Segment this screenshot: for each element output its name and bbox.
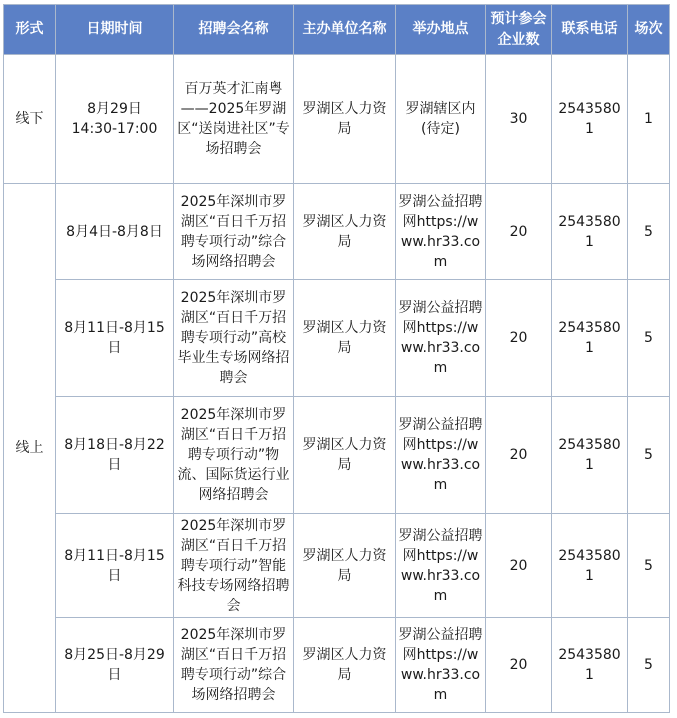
phone-cell: 25435801 <box>552 514 628 618</box>
header-sessions: 场次 <box>628 5 670 55</box>
host-cell: 罗湖区人力资局 <box>294 514 396 618</box>
header-row <box>4 5 670 55</box>
fair-name-cell: 2025年深圳市罗湖区“百日千万招聘专项行动”综合场网络招聘会 <box>174 184 294 280</box>
table-row <box>4 618 670 713</box>
companies-cell: 20 <box>486 184 552 280</box>
host-cell: 罗湖区人力资局 <box>294 618 396 713</box>
host-cell: 罗湖区人力资局 <box>294 397 396 514</box>
header-fair-name: 招聘会名称 <box>174 5 294 55</box>
companies-cell: 20 <box>486 280 552 397</box>
date-cell: 8月18日-8月22日 <box>56 397 174 514</box>
header-form: 形式 <box>4 5 56 55</box>
header-host: 主办单位名称 <box>294 5 396 55</box>
header-venue: 举办地点 <box>396 5 486 55</box>
table-row <box>4 55 670 184</box>
date-cell: 8月11日-8月15日 <box>56 514 174 618</box>
sessions-cell: 1 <box>628 55 670 184</box>
fair-name-cell: 2025年深圳市罗湖区“百日千万招聘专项行动”物流、国际货运行业网络招聘会 <box>174 397 294 514</box>
form-cell-online: 线上 <box>4 184 56 713</box>
phone-cell: 25435801 <box>552 184 628 280</box>
sessions-cell: 5 <box>628 618 670 713</box>
header-companies: 预计参会企业数 <box>486 5 552 55</box>
phone-cell: 25435801 <box>552 618 628 713</box>
venue-cell: 罗湖公益招聘网https://www.hr33.com <box>396 514 486 618</box>
companies-cell: 20 <box>486 397 552 514</box>
companies-cell: 30 <box>486 55 552 184</box>
venue-cell: 罗湖公益招聘网https://www.hr33.com <box>396 618 486 713</box>
host-cell: 罗湖区人力资局 <box>294 184 396 280</box>
phone-cell: 25435801 <box>552 55 628 184</box>
companies-cell: 20 <box>486 618 552 713</box>
venue-cell: 罗湖辖区内(待定) <box>396 55 486 184</box>
venue-cell: 罗湖公益招聘网https://www.hr33.com <box>396 280 486 397</box>
table-row <box>4 184 670 280</box>
header-phone: 联系电话 <box>552 5 628 55</box>
phone-cell: 25435801 <box>552 280 628 397</box>
companies-cell: 20 <box>486 514 552 618</box>
job-fair-schedule-table <box>3 4 670 713</box>
table-row <box>4 514 670 618</box>
sessions-cell: 5 <box>628 514 670 618</box>
host-cell: 罗湖区人力资局 <box>294 55 396 184</box>
phone-cell: 25435801 <box>552 397 628 514</box>
venue-cell: 罗湖公益招聘网https://www.hr33.com <box>396 184 486 280</box>
form-cell-offline: 线下 <box>4 55 56 184</box>
sessions-cell: 5 <box>628 184 670 280</box>
date-cell: 8月11日-8月15日 <box>56 280 174 397</box>
date-cell: 8月25日-8月29日 <box>56 618 174 713</box>
date-cell: 8月29日 14:30-17:00 <box>56 55 174 184</box>
fair-name-cell: 2025年深圳市罗湖区“百日千万招聘专项行动”高校毕业生专场网络招聘会 <box>174 280 294 397</box>
table-row <box>4 280 670 397</box>
host-cell: 罗湖区人力资局 <box>294 280 396 397</box>
fair-name-cell: 百万英才汇南粤——2025年罗湖区“送岗进社区”专场招聘会 <box>174 55 294 184</box>
date-cell: 8月4日-8月8日 <box>56 184 174 280</box>
fair-name-cell: 2025年深圳市罗湖区“百日千万招聘专项行动”智能科技专场网络招聘会 <box>174 514 294 618</box>
header-date: 日期时间 <box>56 5 174 55</box>
sessions-cell: 5 <box>628 280 670 397</box>
sessions-cell: 5 <box>628 397 670 514</box>
venue-cell: 罗湖公益招聘网https://www.hr33.com <box>396 397 486 514</box>
fair-name-cell: 2025年深圳市罗湖区“百日千万招聘专项行动”综合场网络招聘会 <box>174 618 294 713</box>
table-row <box>4 397 670 514</box>
